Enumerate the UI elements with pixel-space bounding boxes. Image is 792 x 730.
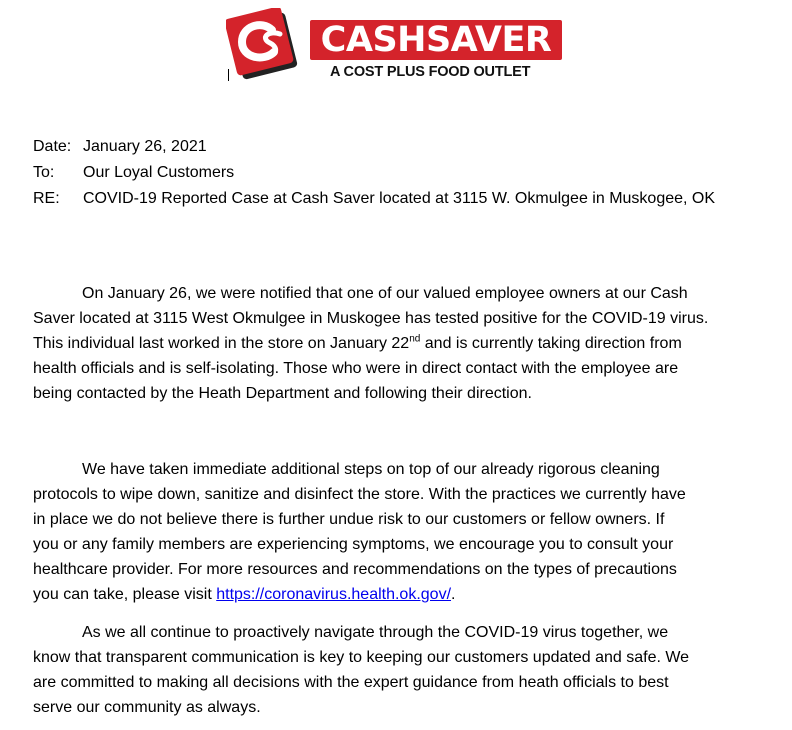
paragraph-communication xyxy=(33,620,755,720)
paragraph-precautions xyxy=(33,457,755,607)
text-run: you can take, please visit xyxy=(33,586,217,603)
paragraph-line: you or any family members are experiencing symptoms, we encourage you to consult your xyxy=(33,536,674,553)
memo-date-value: January 26, 2021 xyxy=(83,138,207,155)
paragraph-line: We have taken immediate additional steps on top of our already rigorous cleaning xyxy=(82,461,660,478)
paragraph-line: Saver located at 3115 West Okmulgee in Muskogee has tested positive for the COVID-19 virus. xyxy=(33,310,709,327)
brand-wordmark: CASHSAVER xyxy=(310,20,562,60)
paragraph-line: serve our community as always. xyxy=(33,699,261,716)
memo-to-line xyxy=(33,163,234,183)
paragraph-line: On January 26, we were notified that one of our valued employee owners at our Cash xyxy=(82,285,688,302)
memo-to-label: To: xyxy=(33,164,55,181)
paragraph-line: being contacted by the Heath Department and following their direction. xyxy=(33,385,532,402)
paragraph-line: health officials and is self-isolating. Those who were in direct contact with the employee are xyxy=(33,360,679,377)
paragraph-notification xyxy=(33,281,755,406)
cash-saver-logo xyxy=(226,8,562,88)
text-cursor xyxy=(228,69,229,81)
paragraph-line: know that transparent communication is key to keeping our customers updated and safe. We xyxy=(33,649,690,666)
memo-re-label: RE: xyxy=(33,190,60,207)
paragraph-line xyxy=(33,582,755,607)
paragraph-line: are committed to making all decisions with the expert guidance from heath officials to best xyxy=(33,674,669,691)
text-run: and is currently taking direction from xyxy=(420,335,682,352)
paragraph-line: healthcare provider. For more resources and recommendations on the types of precautions xyxy=(33,561,677,578)
memo-date-line xyxy=(33,137,207,157)
text-run: . xyxy=(451,586,456,603)
memo-re-line xyxy=(33,189,715,209)
paragraph-line xyxy=(33,331,755,356)
cash-saver-cs-icon xyxy=(226,8,312,82)
memo-date-label: Date: xyxy=(33,138,72,155)
paragraph-line: in place we do not believe there is further undue risk to our customers or fellow owners. If xyxy=(33,511,665,528)
paragraph-line: protocols to wipe down, sanitize and disinfect the store. With the practices we currently have xyxy=(33,486,686,503)
text-run: This individual last worked in the store on January 22 xyxy=(33,335,410,352)
memo-to-value: Our Loyal Customers xyxy=(83,164,235,181)
memo-re-value: COVID-19 Reported Case at Cash Saver located at 3115 W. Okmulgee in Muskogee, OK xyxy=(83,190,716,207)
paragraph-line: As we all continue to proactively navigate through the COVID-19 virus together, we xyxy=(82,624,669,641)
health-resources-link[interactable]: https://coronavirus.health.ok.gov/ xyxy=(216,586,452,603)
brand-tagline: A COST PLUS FOOD OUTLET xyxy=(330,64,531,80)
ordinal-suffix: nd xyxy=(409,333,421,345)
